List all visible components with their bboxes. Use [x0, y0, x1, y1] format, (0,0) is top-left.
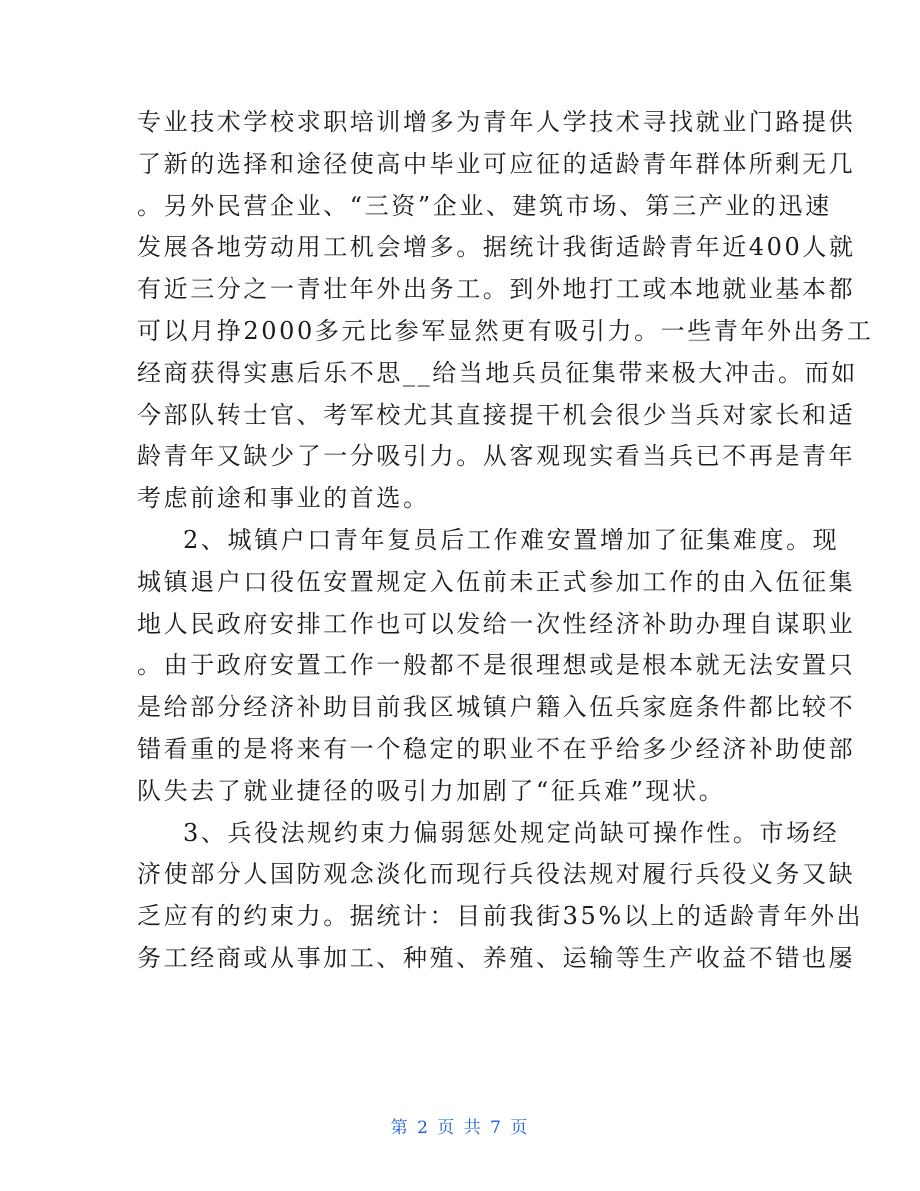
- text-line: 有近三分之一青壮年外出务工。到外地打工或本地就业基本都: [137, 275, 856, 304]
- text-line: 队失去了就业捷径的吸引力加剧了“征兵难”现状。: [137, 776, 726, 805]
- text-line: 经商获得实惠后乐不思__给当地兵员征集带来极大冲击。而如: [137, 358, 858, 387]
- text-line: 是给部分经济补助目前我区城镇户籍入伍兵家庭条件都比较不: [137, 693, 856, 722]
- text-line: 。由于政府安置工作一般都不是很理想或是根本就无法安置只: [137, 651, 856, 680]
- text-line: 乏应有的约束力。据统计：目前我街35%以上的适龄青年外出: [137, 902, 864, 931]
- paragraph-1: [137, 102, 874, 520]
- text-line: 2、城镇户口青年复员后工作难安置增加了征集难度。现: [183, 525, 840, 554]
- text-line: 今部队转士官、考军校尤其直接提干机会很少当兵对家长和适: [137, 400, 856, 429]
- text-line: 3、兵役法规约束力偏弱惩处规定尚缺可操作性。市场经: [183, 818, 840, 847]
- paragraph-2: [137, 520, 856, 813]
- text-line: 务工经商或从事加工、种殖、养殖、运输等生产收益不错也屡: [137, 943, 856, 972]
- text-line: 龄青年又缺少了一分吸引力。从客观现实看当兵已不再是青年: [137, 442, 856, 471]
- text-line: 可以月挣2000多元比参军显然更有吸引力。一些青年外出务工: [137, 316, 874, 345]
- text-line: 地人民政府安排工作也可以发给一次性经济补助办理自谋职业: [137, 609, 856, 638]
- text-line: 发展各地劳动用工机会增多。据统计我街适龄青年近400人就: [137, 233, 856, 262]
- text-line: 。另外民营企业、“三资”企业、建筑市场、第三产业的迅速: [137, 191, 832, 220]
- page-number-label: 第 2 页 共 7 页: [390, 1118, 530, 1138]
- document-body: [137, 102, 874, 980]
- text-line: 了新的选择和途径使高中毕业可应征的适龄青年群体所剩无几: [137, 149, 856, 178]
- text-line: 错看重的是将来有一个稳定的职业不在乎给多少经济补助使部: [137, 734, 856, 763]
- paragraph-3: [137, 813, 864, 980]
- text-line: 济使部分人国防观念淡化而现行兵役法规对履行兵役义务又缺: [137, 860, 856, 889]
- page-footer: [0, 1113, 920, 1138]
- text-line: 城镇退户口役伍安置规定入伍前未正式参加工作的由入伍征集: [137, 567, 856, 596]
- text-line: 专业技术学校求职培训增多为青年人学技术寻找就业门路提供: [137, 108, 856, 136]
- text-line: 考虑前途和事业的首选。: [137, 484, 430, 513]
